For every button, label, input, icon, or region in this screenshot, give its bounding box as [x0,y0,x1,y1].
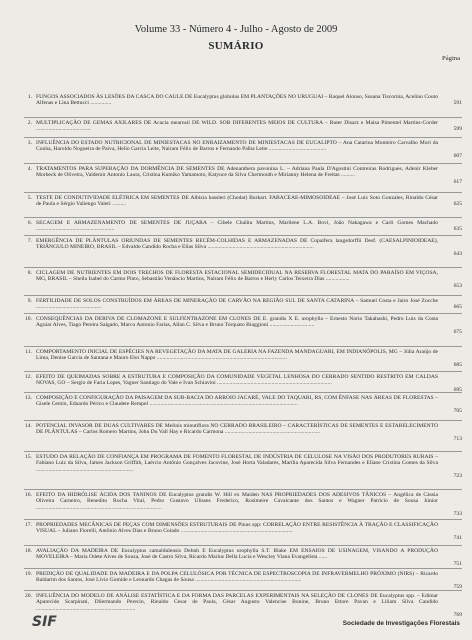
page-title: SUMÁRIO [208,40,264,52]
entry-number: 4. [27,166,32,172]
entry-title: INFLUÊNCIA DO MODELO DE ANÁLISE ESTATÍSTICA E DA FORMA DAS PARCELAS EXPERIMENTAIS NA SELEÇÃO DE CLONES DE Eucalyptus spp. – Edimar Aparecido Scarpinati, Dilermando Perecin, Rinaldo Cesar de Paula, César Augusto Valencise Bonine, Bruno Ettore Pavan e Liliam Silva Candido ....................................................................... [36,593,438,612]
entry-page-number: 675 [453,328,462,335]
entry-divider [24,420,462,421]
footer [12,614,462,636]
entry-number: 5. [27,195,32,201]
entry-divider [24,267,462,268]
entry-number: 8. [27,270,32,276]
entry-title: EFEITO DE QUEIMADAS SOBRE A ESTRUTURA E COMPOSIÇÃO DA COMUNIDADE VEGETAL LENHOSA DO CERRADO SENTIDO RESTRITO EM CALDAS NOVAS, GO – Sergio de Faria Lopes, Vagner Santiago do Vale e Ivan Schiavini .................................................................................. [36,374,438,387]
entry-number: 7. [27,238,32,244]
entry-divider [24,519,462,520]
entry-number: 20. [25,593,32,599]
page-column-label: Página [442,55,460,62]
sif-logo: SIF [32,614,57,630]
entry-page-number: 705 [453,407,462,414]
entry-number: 6. [27,220,32,226]
entry-page-number: 733 [453,511,462,518]
entry-page-number: 643 [453,250,462,257]
entry-number: 14. [25,423,32,429]
entry-divider [24,295,462,296]
entry-page-number: 635 [453,226,462,233]
entry-title: MULTIPLICAÇÃO DE GEMAS AXILARES DE Acacia mearnsii DE WILD. SOB DIFERENTES MEIOS DE CULTURA – Ruter Disarz e Maisa Pimentel Martins-Corder ....................................... [36,120,438,133]
entry-page-number: 607 [453,152,462,159]
entry-number: 17. [25,522,32,528]
entry-divider [24,235,462,236]
entry-divider [24,451,462,452]
entry-number: 9. [27,298,32,304]
entry-number: 13. [25,395,32,401]
entry-page-number: 769 [453,612,462,619]
entry-page-number: 617 [453,178,462,185]
entry-title: COMPOSIÇÃO E CONFIGURAÇÃO DA PAISAGEM DA SUB-BACIA DO ARROIO JACARÉ, VALE DO TAQUARI, RS, COM ÊNFASE NAS ÁREAS DE FLORESTAS – Gisele Cemin, Eduardo Périco e Claudete Rempel .......................................................................................................... [36,395,438,408]
entry-title: INFLUÊNCIA DO ESTADO NUTRICIONAL DE MINIESTACAS NO ENRAIZAMENTO DE MINIESTACAS DE EUCALIPTO – Ana Catarina Monteiro Carvalho Mori da Cunha, Haroldo Nogueira de Paiva, Helio Garcia Leite, Nairam Félix de Barros e Fernando Palha Leite ......................................... [36,140,438,153]
entry-number: 15. [25,454,32,460]
entry-title: PROPRIEDADES MECÂNICAS DE PEÇAS COM DIMENSÕES ESTRUTURAIS DE Pinus spp: CORRELAÇÃO ENTRE RESISTÊNCIA À TRAÇÃO E CLASSIFICAÇÃO VISUAL – Juliano Fiorelli, Antônio Alves Dias e Bruno Coiado ................................................................................ [36,522,438,535]
entry-divider [24,590,462,591]
entry-divider [24,137,462,138]
entry-divider [24,568,462,569]
entry-divider [24,163,462,164]
entry-page-number: 695 [453,386,462,393]
entry-divider [24,313,462,314]
entry-title: FERTILIDADE DE SOLOS CONSTRUÍDOS EM ÁREAS DE MINERAÇÃO DE CARVÃO NA REGIÃO SUL DE SANTA CATARINA – Samuel Costa e Jairo José Zocche ............................................... [36,298,438,311]
entry-page-number: 741 [453,534,462,541]
entry-number: 18. [25,548,32,554]
entry-divider [24,489,462,490]
entry-title: COMPORTAMENTO INICIAL DE ESPÉCIES NA REVEGETAÇÃO DA MATA DE GALERIA NA FAZENDA MANDAGUARI, EM INDIANÓPOLIS, MG – Júlia Araújo de Lima, Denise Garcia de Santana e Mauro Eloi Nappo ............................................................................................. [36,349,438,362]
entry-title: CICLAGEM DE NUTRIENTES EM DOIS TRECHOS DE FLORESTA ESTACIONAL SEMIDECIDUAL NA RESERVA FLORESTAL MATA DO PARAÍSO EM VIÇOSA, MG, BRASIL – Sheila Isabel do Carmo Pinto, Sebastião Venâncio Martins, Nairam Félix de Barros e Herly Carlos Teixeira Dias ................. [36,270,438,283]
entry-title: PREDIÇÃO DE QUALIDADE DA MADEIRA E DA POLPA CELULÓSICA POR TÉCNICA DE ESPECTROSCOPIA DE INFRAVERMELHO PRÓXIMO (NIRS) – Ricardo Baldarim dos Santos, José Lívio Gomide e Leonardo Chagas de Sousa ............................................................................ [36,571,438,584]
entry-page-number: 653 [453,282,462,289]
society-name: Sociedade de Investigações Florestais [342,620,460,627]
entry-page-number: 685 [453,361,462,368]
entry-title: EMERGÊNCIA DE PLÂNTULAS ORIUNDAS DE SEMENTES RECÉM-COLHIDAS E ARMAZENADAS DE Copaifera langsdorffii Desf. (CAESALPINIOIDEAE), TRIÂNGULO MINEIRO, BRASIL – Edvaldo Candido Rocha e Elias Silva ............................................................................ [36,238,438,251]
entry-number: 19. [25,571,32,577]
entry-page-number: 625 [453,201,462,208]
entry-divider [24,392,462,393]
entry-title: EFEITO DA HIDRÓLISE ÁCIDA DOS TANINOS DE Eucalyptus grandis W. Hill ex Maiden NAS PROPRIEDADES DOS ADESIVOS TÂNICOS – Angélica de Cássia Oliveira Carneiro, Benedito Rocha Vital, Pedro Gustavo Ulisses Frederico, Rosimeire Cavalcante dos Santos e Wagner Patrício de Sousa Júnior .......................................................................................... [36,492,438,511]
entry-page-number: 599 [453,126,462,133]
entry-number: 12. [25,374,32,380]
entry-number: 3. [27,140,32,146]
entry-title: CONSEQUÊNCIAS DA DERIVA DE CLOMAZONE E SULFENTRAZONE EM CLONES DE E. grandis X E. urophylla – Ernesto Norio Takahashi, Pedro Luis da Costa Aguiar Alves, Tiago Pereira Salgado, Marco Antonio Farias, Allan C. Silva e Bruno Torquato Biaggioni ................................ [36,316,438,329]
entry-title: AVALIAÇÃO DA MADEIRA DE Eucalyptus camaldulensis Dehnh E Eucalyptus urophylla S.T. Blake EM ENSAIOS DE USINAGEM, VISANDO A PRODUÇÃO MOVELEIRA – Maria Odete Alves de Souza, José de Castro Silva, Ricardo Marius Della Lucia e Wescley Viana Evangelista ...... [36,548,438,561]
entry-page-number: 591 [453,100,462,107]
entry-divider [24,217,462,218]
entry-title: POTENCIAL INVASOR DE DUAS CULTIVARES DE Melinis minutiflora NO CERRADO BRASILEIRO – CARACTERÍSTICAS DE SEMENTES E ESTABELECIMENTO DE PLÂNTULAS – Carlos Romero Martins, John Du Vall Hay e Ricardo Carmona .................................................................... [36,423,438,436]
entry-number: 10. [25,316,32,322]
entry-divider [24,192,462,193]
entry-number: 2. [27,120,32,126]
entry-page-number: 723 [453,473,462,480]
entry-number: 1. [27,94,32,100]
entry-page-number: 665 [453,304,462,311]
entry-title: TRATAMENTOS PARA SUPERAÇÃO DA DORMÊNCIA DE SEMENTES DE Adenanthera pavonina L. – Adriana Paula D'Agostini Contreiras Rodrigues, Adenir Kleber Morbeck de Oliveira, Valdemir Antonio Laura, Cristina Kumiko Yamamoto, Katyuce da Silva Chermouth e Mirianny Helena de Freitas .......... [36,166,438,179]
entry-page-number: 759 [453,583,462,590]
entry-title: SECAGEM E ARMAZENAMENTO DE SEMENTES DE JUÇARA – Cibele Chalita Martins, Marilene L.A. Bovi, João Nakagawa e Carli Gomes Machado ........................................................ [36,220,438,233]
entry-title: ESTUDO DA RELAÇÃO DE CONFIANÇA EM PROGRAMA DE FOMENTO FLORESTAL DE INDÚSTRIA DE CELULOSE NA VISÃO DOS PRODUTORES RURAIS – Fabiano Luiz da Silva, James Jackson Griffith, Laércio Antônio Gonçalves Jacovine, José Horta Valadares, Marília Aparecida Silva Fernandes e Eliane Cristina Gomes da Silva ...................................................................... [36,454,438,473]
entry-divider [24,346,462,347]
entry-divider [24,371,462,372]
entry-divider [24,117,462,118]
entry-title: FUNGOS ASSOCIADOS ÀS LESÕES DA CASCA DO CAULE DE Eucalyptus globulus EM PLANTAÇÕES NO URUGUAI – Raquel Alonso, Susana Tiscornia, Acelino Couto Alfenas e Lina Bettucci ............... [36,94,438,107]
entry-page-number: 713 [453,435,462,442]
entry-divider [24,545,462,546]
entry-page-number: 751 [453,560,462,567]
entry-number: 11. [25,349,32,355]
entry-number: 16. [25,492,32,498]
entry-title: TESTE DE CONDUTIVIDADE ELÉTRICA EM SEMENTES DE Albizia hassleri (Chodat) Burkart. FABACEAE-MIMOSOIDEAE – José Luiz Soto Gonzales, Rinaldo César de Paula e Sérgio Valiengo Valeri .......... [36,195,438,208]
issue-line: Volume 33 - Número 4 - Julho - Agosto de 2009 [134,24,338,35]
